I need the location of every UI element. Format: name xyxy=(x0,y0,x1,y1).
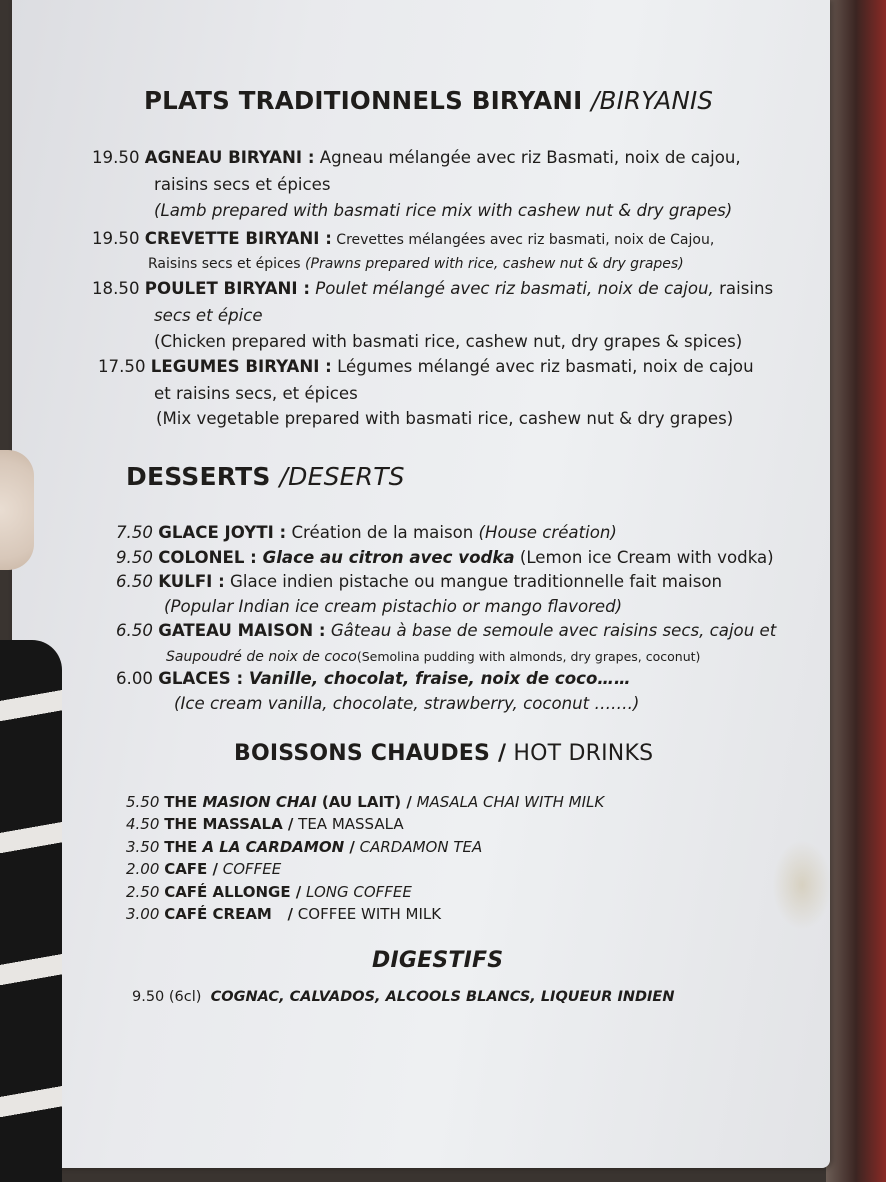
dessert-item-glaces: 6.00 GLACES : Vanille, chocolat, fraise, noix de coco…… xyxy=(116,669,631,688)
dessert-item-gateau-fr2: Saupoudré de noix de coco(Semolina pudding with almonds, dry grapes, coconut) xyxy=(166,649,701,665)
dessert-item-colonel: 9.50 COLONEL : Glace au citron avec vodka (Lemon ice Cream with vodka) xyxy=(116,548,774,567)
dessert-item-gateau: 6.50 GATEAU MAISON : Gâteau à base de semoule avec raisins secs, cajou et xyxy=(116,621,777,640)
desserts-title: DESSERTS /DESERTS xyxy=(126,462,405,491)
biryani-item-chicken: 18.50 POULET BIRYANI : Poulet mélangé avec riz basmati, noix de cajou, raisins xyxy=(92,279,774,298)
hot-drink-item: 4.50 THE MASSALA / TEA MASSALA xyxy=(126,815,404,834)
dessert-item-glaces-en: (Ice cream vanilla, chocolate, strawberry, coconut …….) xyxy=(174,694,640,713)
biryani-item-vegetable-en: (Mix vegetable prepared with basmati rice, cashew nut & dry grapes) xyxy=(156,409,734,428)
digestifs-line: 9.50 (6cl) COGNAC, CALVADOS, ALCOOLS BLANCS, LIQUEUR INDIEN xyxy=(132,989,675,1005)
hot-drink-item: 3.00 CAFÉ CREAM / COFFEE WITH MILK xyxy=(126,905,442,924)
hot-drink-item: 2.00 CAFE / COFFEE xyxy=(126,860,282,879)
biryani-item-prawn-fr2: Raisins secs et épices (Prawns prepared with rice, cashew nut & dry grapes) xyxy=(148,256,684,272)
background-edge xyxy=(826,0,886,1182)
dessert-item-joyti: 7.50 GLACE JOYTI : Création de la maison (House création) xyxy=(116,523,617,542)
biryani-item-lamb-en: (Lamb prepared with basmati rice mix with cashew nut & dry grapes) xyxy=(154,201,733,220)
digestifs-title: DIGESTIFS xyxy=(372,948,504,973)
biryani-item-prawn: 19.50 CREVETTE BIRYANI : Crevettes mélangées avec riz basmati, noix de Cajou, xyxy=(92,229,715,248)
biryani-item-chicken-fr2: secs et épice xyxy=(154,306,263,325)
biryani-item-lamb: 19.50 AGNEAU BIRYANI : Agneau mélangée avec riz Basmati, noix de cajou, xyxy=(92,148,741,167)
biryani-item-vegetable: 17.50 LEGUMES BIRYANI : Légumes mélangé avec riz basmati, noix de cajou xyxy=(98,357,754,376)
hot-drinks-list xyxy=(126,791,604,925)
hot-drink-item: 2.50 CAFÉ ALLONGE / LONG COFFEE xyxy=(126,882,412,901)
biryani-item-vegetable-fr2: et raisins secs, et épices xyxy=(154,384,358,403)
hot-drink-item: 5.50 THE MASION CHAI (AU LAIT) / MASALA CHAI WITH MILK xyxy=(126,793,605,811)
biryani-item-lamb-fr2: raisins secs et épices xyxy=(154,175,331,194)
thumb xyxy=(0,450,34,570)
stain xyxy=(772,840,832,930)
biryani-item-chicken-en: (Chicken prepared with basmati rice, cashew nut, dry grapes & spices) xyxy=(154,332,743,351)
hot-drink-item: 3.50 THE A LA CARDAMON / CARDAMON TEA xyxy=(126,837,483,856)
sleeve xyxy=(0,640,62,1182)
menu-page xyxy=(12,0,830,1168)
hot-drinks-title: BOISSONS CHAUDES / HOT DRINKS xyxy=(234,741,654,766)
biryani-title: PLATS TRADITIONNELS BIRYANI /BIRYANIS xyxy=(144,86,714,115)
dessert-item-kulfi: 6.50 KULFI : Glace indien pistache ou mangue traditionnelle fait maison xyxy=(116,572,723,591)
dessert-item-kulfi-en: (Popular Indian ice cream pistachio or mango flavored) xyxy=(164,597,623,616)
